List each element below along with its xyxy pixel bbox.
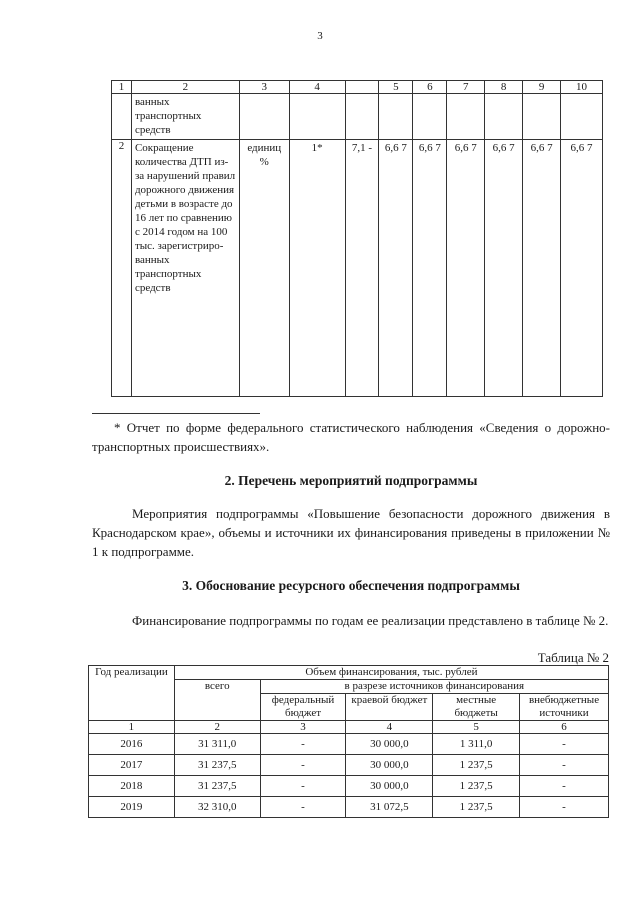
- total-cell: 32 310,0: [174, 797, 260, 818]
- indicator-unit: единиц %: [239, 140, 289, 397]
- regional-cell: 31 072,5: [346, 797, 433, 818]
- header-regional: краевой бюджет: [346, 694, 433, 721]
- column-number: 4: [289, 81, 345, 94]
- extra-cell: -: [520, 734, 609, 755]
- indicator-value: 6,6 7: [485, 140, 523, 397]
- column-number: 3: [239, 81, 289, 94]
- local-cell: 1 237,5: [433, 776, 520, 797]
- section-3-title: 3. Обоснование ресурсного обеспечения подпрограммы: [182, 578, 520, 593]
- federal-cell: -: [260, 776, 346, 797]
- footnote: * Отчет по форме федерального статистического наблюдения «Сведения о дорожно-транспортных происшествиях».: [92, 420, 610, 454]
- table-row: [89, 776, 609, 797]
- page-number: 3: [317, 30, 323, 42]
- federal-cell: -: [260, 755, 346, 776]
- indicator-value: 7,1 -: [345, 140, 379, 397]
- year-cell: 2016: [89, 734, 175, 755]
- column-number: 8: [485, 81, 523, 94]
- column-number: 3: [260, 721, 346, 734]
- continuation-row: [112, 94, 603, 140]
- total-cell: 31 237,5: [174, 776, 260, 797]
- federal-cell: -: [260, 797, 346, 818]
- year-cell: 2017: [89, 755, 175, 776]
- indicator-value: 6,6 7: [523, 140, 561, 397]
- section-3-text: Финансирование подпрограммы по годам ее реализации представлено в таблице № 2.: [132, 613, 609, 628]
- indicator-value: 6,6 7: [379, 140, 413, 397]
- column-number: [345, 81, 379, 94]
- indicator-value: 6,6 7: [413, 140, 447, 397]
- regional-cell: 30 000,0: [346, 734, 433, 755]
- column-number: 2: [131, 81, 239, 94]
- federal-cell: -: [260, 734, 346, 755]
- extra-cell: -: [520, 755, 609, 776]
- indicator-table: [111, 80, 603, 397]
- header-extra: внебюджетные источники: [520, 694, 609, 721]
- header-local: местные бюджеты: [433, 694, 520, 721]
- indicator-value: 6,6 7: [447, 140, 485, 397]
- local-cell: 1 237,5: [433, 797, 520, 818]
- financing-table: [88, 665, 609, 818]
- column-number-row: [89, 721, 609, 734]
- table-caption: Таблица № 2: [537, 650, 609, 665]
- column-number: 4: [346, 721, 433, 734]
- column-number: 7: [447, 81, 485, 94]
- total-cell: 31 311,0: [174, 734, 260, 755]
- footnote-divider: [92, 413, 260, 414]
- column-number: 2: [174, 721, 260, 734]
- indicator-value: 6,6 7: [561, 140, 603, 397]
- column-number-row: [112, 81, 603, 94]
- column-number: 6: [520, 721, 609, 734]
- local-cell: 1 237,5: [433, 755, 520, 776]
- total-cell: 31 237,5: [174, 755, 260, 776]
- extra-cell: -: [520, 797, 609, 818]
- indicator-row: [112, 140, 603, 397]
- year-cell: 2019: [89, 797, 175, 818]
- header-federal: федеральный бюджет: [260, 694, 346, 721]
- table-row: [89, 755, 609, 776]
- header-year: Год реализации: [89, 666, 175, 721]
- section-2-text: Мероприятия подпрограммы «Повышение безопасности дорожного движения в Краснодарском крае», объемы и источники их финансирования приведены в приложении № 1 к подпрограмме.: [92, 506, 610, 559]
- column-number: 9: [523, 81, 561, 94]
- section-2-title: 2. Перечень мероприятий подпрограммы: [224, 473, 478, 488]
- year-cell: 2018: [89, 776, 175, 797]
- local-cell: 1 311,0: [433, 734, 520, 755]
- column-number: 6: [413, 81, 447, 94]
- extra-cell: -: [520, 776, 609, 797]
- header-total: всего: [174, 680, 260, 721]
- column-number: 1: [112, 81, 132, 94]
- table-row: [89, 734, 609, 755]
- indicator-status: 1*: [289, 140, 345, 397]
- column-number: 5: [433, 721, 520, 734]
- header-by-sources: в разрезе источников финансирования: [260, 680, 608, 694]
- table-row: [89, 797, 609, 818]
- column-number: 5: [379, 81, 413, 94]
- header-volume: Объем финансирования, тыс. рублей: [174, 666, 608, 680]
- continuation-text: ванных транспортных средств: [131, 94, 239, 140]
- row-number: 2: [112, 140, 132, 397]
- column-number: 1: [89, 721, 175, 734]
- indicator-name: Сокращение количества ДТП из-за нарушений правил дорожного движения детьми в возрасте до 16 лет по сравнению с 2014 годом на 100 тыс. зарегистриро-ванных транспортных средств: [131, 140, 239, 397]
- regional-cell: 30 000,0: [346, 776, 433, 797]
- column-number: 10: [561, 81, 603, 94]
- regional-cell: 30 000,0: [346, 755, 433, 776]
